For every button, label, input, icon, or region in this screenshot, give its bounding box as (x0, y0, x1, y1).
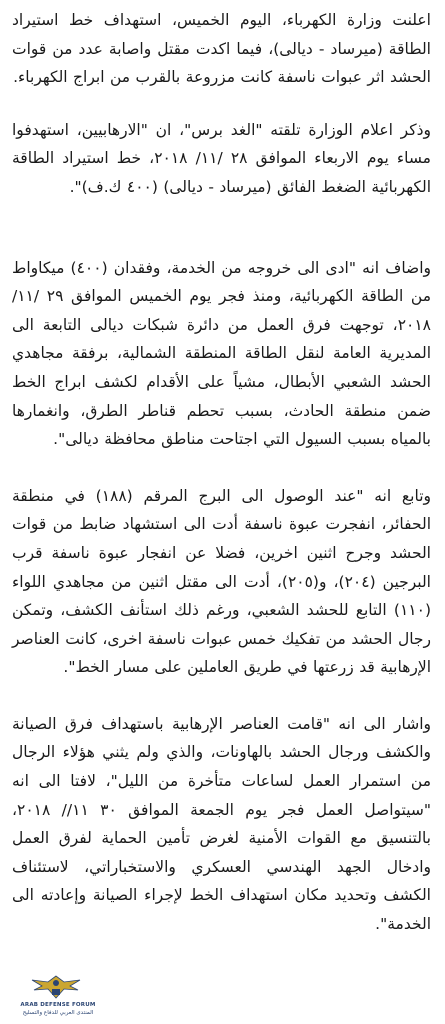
paragraph-3: واضاف انه "ادى الى خروجه من الخدمة، وفقدان (٤٠٠) ميكاواط من الطاقة الكهربائية، ومنذ فجر يوم الخميس الموافق ٢٩ /١١/ ٢٠١٨، توجهت فرق العمل من دائرة شبكات ديالى التابعة الى المديرية العامة لنقل الطاقة المنطقة الشمالية، برفقة مجاهدي الحشد الشعبي الأبطال، مشياً على الأقدام لكشف ابراج الخط ضمن منطقة الحادث، بسبب تحطم قناطر الطرق، وانغمارها بالمياه بسبب السيول التي اجتاحت مناطق محافظة ديالى". (12, 258, 432, 449)
watermark-title: ARAB DEFENSE FORUM (20, 1002, 96, 1008)
paragraph-1: اعلنت وزارة الكهرباء، اليوم الخميس، استهداف خط استيراد الطاقة (ميرساد - ديالى)، فيما اكدت مقتل واصابة عدد من قوات الحشد اثر عبوات ناسفة كانت مزروعة بالقرب من ابراج الكهرباء. (12, 11, 431, 87)
eagle-emblem-icon (28, 972, 84, 1002)
paragraph-2: وذكر اعلام الوزارة تلقته "الغد برس"، ان "الارهابيين، استهدفوا مساء يوم الاربعاء الموافق ٢٨ /١١/ ٢٠١٨، خط استيراد الطاقة الكهربائية الضغط الفائق (ميرساد - ديالى) (٤٠٠ ك.ف)". (12, 120, 431, 196)
paragraph-4: وتابع انه "عند الوصول الى البرج المرقم (١٨٨) في منطقة الحفائر، انفجرت عبوة ناسفة أدت الى استشهاد ضابط من قوات الحشد وجرح اثنين اخرين، فضلا عن انفجار عبوة ناسفة قرب البرجين (٢٠٤)، و(٢٠٥)، أدت الى مقتل اثنين من مجاهدي اللواء (١١٠) التابع للحشد الشعبي، ورغم ذلك استأنف الكشف، وتمكن رجال الحشد من تفكيك خمس عبوات ناسفة اخرى، كانت العناصر الإرهابية قد زرعتها في طريق العاملين على مسار الخط". (12, 486, 431, 677)
watermark-subtitle: المنتدى العربي للدفاع والتسليح (22, 1010, 94, 1016)
forum-watermark (2, 972, 114, 1020)
paragraph-5: واشار الى انه "قامت العناصر الإرهابية باستهداف فرق الصيانة والكشف ورجال الحشد بالهاونات، والذي ولم يثني هؤلاء الرجال من استمرار العمل لساعات متأخرة من الليل"، لافتا الى انه "سيتواصل العمل فجر يوم الجمعة الموافق ٣٠ ١١// ٢٠١٨، بالتنسيق مع القوات الأمنية لغرض تأمين الحماية لفرق العمل وادخال الجهد الهندسي العسكري والاستخباراتي، لاستئناف الكشف وتحديد مكان استهداف الخط لإجراء الصيانة وإعادته الى الخدمة". (12, 714, 432, 934)
